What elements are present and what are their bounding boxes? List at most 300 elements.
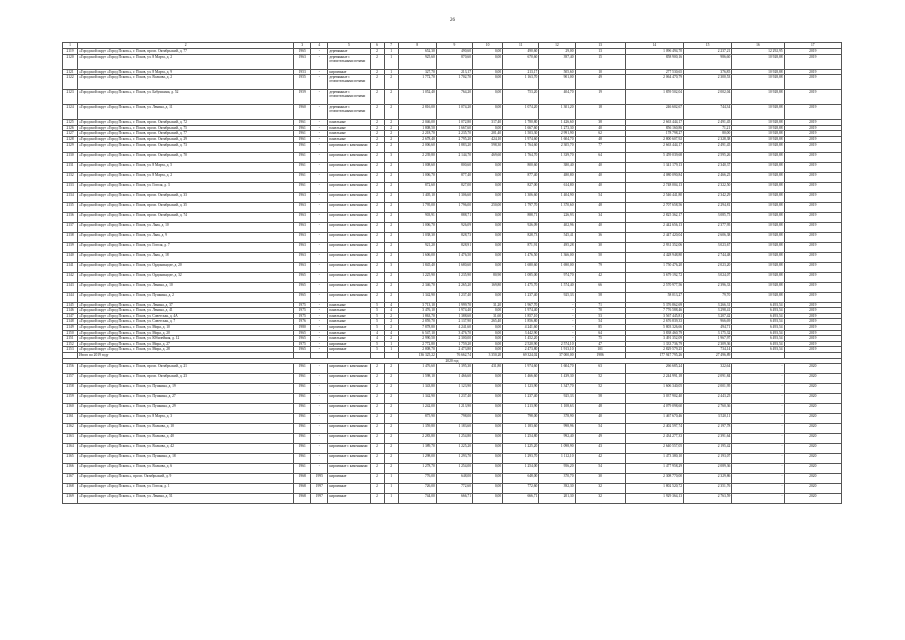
- table-cell: 956,20: [539, 464, 575, 474]
- table-cell: -: [539, 308, 575, 314]
- table-cell: 1 772,70: [398, 75, 436, 90]
- table-cell: 1 008,60: [398, 162, 436, 172]
- table-cell: 2: [370, 404, 384, 414]
- table-cell: кирпичные с каменными: [328, 242, 370, 252]
- table-cell: -: [311, 313, 328, 319]
- table-cell: 986,60: [684, 54, 732, 69]
- table-cell: 1: [384, 49, 398, 55]
- table-cell: 2 300,53: [684, 75, 732, 90]
- table-cell: 2: [384, 120, 398, 126]
- table-cell: 1 183,60: [503, 424, 539, 434]
- table-row: [63, 384, 842, 394]
- table-cell: 31,60: [473, 313, 503, 319]
- table-cell: 2019: [784, 232, 841, 242]
- table-cell: 10 928,88: [732, 182, 784, 192]
- table-cell: 2: [370, 242, 384, 252]
- table-cell: 1975: [294, 341, 311, 347]
- table-cell: 2: [370, 374, 384, 384]
- table-cell: 1961: [294, 454, 311, 464]
- table-cell: 80,00: [684, 131, 732, 137]
- table-cell: 64: [575, 152, 625, 162]
- table-cell: кирпичные с каменными: [328, 424, 370, 434]
- table-cell: панельные: [328, 131, 370, 137]
- table-row: [63, 464, 842, 474]
- table-cell: 2169: [63, 494, 78, 504]
- column-number: 13: [575, 43, 625, 49]
- table-cell: «Городской округ «Город Псков»», г. Псков, ул. 8 Марта, д. 9: [78, 69, 294, 75]
- table-cell: 5: [370, 347, 384, 353]
- table-cell: «Городской округ «Город Псков»», г. Псков, ул. Бабушкина, д. 52: [78, 90, 294, 105]
- table-cell: 431,80: [473, 364, 503, 374]
- table-cell: 2159: [63, 394, 78, 404]
- table-cell: кирпичные: [328, 341, 370, 347]
- table-cell: 3 838 460,79: [625, 330, 683, 336]
- table-cell: 4 241,60: [436, 324, 472, 330]
- table-cell: 2 328,38: [684, 136, 732, 142]
- table-cell: -: [311, 242, 328, 252]
- table-cell: -: [732, 424, 784, 434]
- table-cell: 2 991,90: [539, 131, 575, 137]
- table-cell: 974,70: [539, 272, 575, 282]
- table-row: [63, 394, 842, 404]
- table-cell: 2 520,90: [503, 341, 539, 347]
- table-cell: 6 493,54: [732, 302, 784, 308]
- table-cell: 4 241,60: [503, 324, 539, 330]
- table-cell: 1 370,60: [539, 202, 575, 212]
- table-cell: 213,17: [503, 69, 539, 75]
- table-cell: 2: [384, 292, 398, 302]
- table-cell: 2 305,70: [539, 142, 575, 152]
- table-cell: «Городской округ «Город Псков»», г. Псков, ул. Советская, д. 7: [78, 319, 294, 325]
- table-cell: 2020: [784, 444, 841, 454]
- table-cell: 2 294,81: [684, 202, 732, 212]
- table-cell: -: [311, 414, 328, 424]
- table-cell: 2 574,10: [539, 341, 575, 347]
- table-cell: 1 856,80: [503, 319, 539, 325]
- table-cell: 2020: [784, 464, 841, 474]
- table-cell: 0,00: [473, 172, 503, 182]
- table-cell: 2: [370, 212, 384, 222]
- table-cell: 2: [370, 494, 384, 504]
- table-cell: 1 237,40: [503, 394, 539, 404]
- table-cell: -: [311, 252, 328, 262]
- table-cell: 2: [370, 464, 384, 474]
- table-cell: 2137: [63, 222, 78, 232]
- table-cell: «Городской округ «Город Псков»», г. Псков, ул. Льва, д. 9: [78, 232, 294, 242]
- table-cell: 2 308 770,00: [625, 474, 683, 484]
- table-cell: 1980: [294, 324, 311, 330]
- table-cell: 2: [370, 292, 384, 302]
- table-cell: 2121: [63, 69, 78, 75]
- table-cell: -: [311, 424, 328, 434]
- table-cell: 1961: [294, 424, 311, 434]
- table-cell: 79,70: [684, 292, 732, 302]
- table-cell: деревянные с отопительными печами: [328, 105, 370, 120]
- table-cell: 4 079 098,60: [625, 404, 683, 414]
- table-cell: 2: [384, 272, 398, 282]
- table-cell: -: [311, 374, 328, 384]
- table-cell: 10 928,88: [732, 252, 784, 262]
- table-cell: 0,00: [473, 414, 503, 424]
- table-cell: кирпичные с каменными: [328, 414, 370, 424]
- table-cell: 317,40: [473, 120, 503, 126]
- table-cell: «Городской округ «Город Псков»», г. Псков, ул. Льва, д. 10: [78, 222, 294, 232]
- table-cell: 2 329,86: [684, 474, 732, 484]
- table-cell: 1 225,20: [503, 444, 539, 454]
- page-number: 26: [450, 18, 455, 23]
- table-cell: 2019: [784, 105, 841, 120]
- table-cell: 36: [575, 232, 625, 242]
- table-cell: 2141: [63, 262, 78, 272]
- table-cell: 2 434 277,33: [625, 434, 683, 444]
- table-cell: «Городской округ «Город Псков»», г. Псков, ул. Ленина, д. 41: [78, 308, 294, 314]
- table-cell: 75: [575, 336, 625, 342]
- table-cell: 2020: [784, 474, 841, 484]
- table-cell: 2: [384, 282, 398, 292]
- table-cell: 2 195,42: [684, 444, 732, 454]
- table-cell: 0,00: [473, 252, 503, 262]
- table-cell: 2148: [63, 319, 78, 325]
- table-cell: 0,00: [473, 232, 503, 242]
- table-cell: 169,80: [473, 282, 503, 292]
- table-cell: 1963: [294, 252, 311, 262]
- table-cell: 2: [370, 364, 384, 374]
- table-cell: 1 213,90: [503, 404, 539, 414]
- table-cell: 2164: [63, 444, 78, 454]
- table-cell: -: [311, 192, 328, 202]
- table-cell: панельные: [328, 313, 370, 319]
- table-cell: 2: [384, 252, 398, 262]
- table-cell: 1 999,70: [436, 302, 472, 308]
- table-cell: 3 266,31: [684, 302, 732, 308]
- table-cell: 2 663 444,17: [625, 120, 683, 126]
- table-cell: 2142: [63, 272, 78, 282]
- table-cell: «Городской округ «Город Псков»», г. Псков, ул. Ленина, д. 11: [78, 105, 294, 120]
- table-cell: 2019: [784, 49, 841, 55]
- table-cell: 772,60: [436, 484, 472, 494]
- table-cell: 798,00: [503, 414, 539, 424]
- table-cell: 42: [575, 454, 625, 464]
- table-cell: 734,14: [684, 347, 732, 353]
- table-cell: 2: [384, 222, 398, 232]
- table-row: [63, 424, 842, 434]
- table-cell: 2129: [63, 142, 78, 152]
- table-cell: 2 001,95: [684, 384, 732, 394]
- table-cell: кирпичные с каменными: [328, 182, 370, 192]
- table-cell: 1 797,70: [503, 202, 539, 212]
- table-cell: 58: [575, 394, 625, 404]
- table-cell: 2: [384, 336, 398, 342]
- table-cell: 1965: [294, 49, 311, 55]
- table-row: [63, 54, 842, 69]
- table-row: [63, 242, 842, 252]
- table-cell: 3 024,07: [684, 272, 732, 282]
- total-cell: 76 662,74: [436, 352, 472, 358]
- table-cell: -: [311, 347, 328, 353]
- table-cell: 1 038,30: [398, 232, 436, 242]
- table-cell: 213,17: [436, 69, 472, 75]
- total-cell: 69 324,02: [503, 352, 539, 358]
- table-cell: 2 795,20: [436, 136, 472, 142]
- table-cell: 70: [575, 308, 625, 314]
- table-cell: 2: [384, 232, 398, 242]
- table-cell: 2 442 656,13: [625, 222, 683, 232]
- table-cell: -: [311, 319, 328, 325]
- table-cell: 2161: [63, 414, 78, 424]
- table-cell: 1 974,60: [503, 136, 539, 142]
- table-cell: 1: [384, 494, 398, 504]
- table-cell: 2: [384, 90, 398, 105]
- table-cell: 1953: [294, 69, 311, 75]
- table-cell: 2: [384, 324, 398, 330]
- table-cell: 1 764,70: [503, 152, 539, 162]
- table-cell: 1965: [294, 330, 311, 336]
- table-cell: 10 928,88: [732, 232, 784, 242]
- table-cell: -: [311, 54, 328, 69]
- total-cell: 177 947 795,26: [625, 352, 683, 358]
- table-cell: «Городской округ «Город Псков»», г. Псков, просп. Октябрьский, д. 75: [78, 125, 294, 131]
- table-cell: 201,30: [539, 494, 575, 504]
- table-cell: 0,00: [473, 434, 503, 444]
- table-cell: 764,20: [436, 90, 472, 105]
- table-cell: 378,90: [539, 414, 575, 424]
- table-cell: 2136: [63, 212, 78, 222]
- table-cell: 50: [575, 252, 625, 262]
- table-cell: 1 183,60: [436, 424, 472, 434]
- table-cell: 1 341 179,13: [625, 162, 683, 172]
- table-cell: панельные: [328, 136, 370, 142]
- table-cell: 201,40: [473, 131, 503, 137]
- table-cell: кирпичные с каменными: [328, 384, 370, 394]
- total-cell: 37 000,00: [539, 352, 575, 358]
- table-cell: 0,00: [473, 69, 503, 75]
- table-cell: 2019: [784, 324, 841, 330]
- table-cell: 2 351,76: [684, 484, 732, 494]
- table-cell: 2: [384, 444, 398, 454]
- table-cell: 1 702,70: [436, 75, 472, 90]
- table-cell: 2 023,20: [684, 262, 732, 272]
- table-cell: -: [311, 308, 328, 314]
- table-cell: 424,10: [473, 136, 503, 142]
- table-cell: 3 023,67: [684, 242, 732, 252]
- table-cell: -: [311, 136, 328, 142]
- table-row: [63, 182, 842, 192]
- table-cell: 744,34: [684, 105, 732, 120]
- table-cell: «Городской округ «Город Псков»», г. Псков, просп. Октябрьский, д. 29: [78, 136, 294, 142]
- table-cell: 1961: [294, 142, 311, 152]
- table-cell: 1 254,00: [503, 464, 539, 474]
- table-cell: 2: [384, 384, 398, 394]
- table-cell: 2126: [63, 125, 78, 131]
- table-row: [63, 374, 842, 384]
- table-cell: 1 802 520,72: [625, 484, 683, 494]
- table-cell: 1995: [311, 474, 328, 484]
- table-cell: 2020: [784, 424, 841, 434]
- table-cell: 2: [370, 192, 384, 202]
- table-cell: 1961: [294, 414, 311, 424]
- table-row: [63, 152, 842, 162]
- column-number: 8: [398, 43, 436, 49]
- table-cell: 998,96: [539, 424, 575, 434]
- table-cell: 40: [575, 182, 625, 192]
- table-cell: 2019: [784, 202, 841, 212]
- table-cell: -: [539, 302, 575, 308]
- column-number: 12: [539, 43, 575, 49]
- table-cell: 1 405,10: [398, 192, 436, 202]
- table-row: [63, 444, 842, 454]
- table-cell: 0,00: [473, 49, 503, 55]
- table-cell: 2020: [784, 414, 841, 424]
- table-cell: -: [311, 90, 328, 105]
- table-cell: 1 306,60: [436, 192, 472, 202]
- table-cell: 0,00: [473, 474, 503, 484]
- table-cell: панельные: [328, 308, 370, 314]
- table-cell: 2128: [63, 136, 78, 142]
- table-cell: «Городской округ «Город Псков»», г. Псков, ул. Волкова, д. 42: [78, 444, 294, 454]
- table-cell: кирпичные с каменными: [328, 252, 370, 262]
- table-cell: 0,00: [473, 384, 503, 394]
- table-cell: 2019: [784, 172, 841, 182]
- total-cell: 3 350,20: [473, 352, 503, 358]
- table-cell: 2: [370, 282, 384, 292]
- table-cell: 1961: [294, 464, 311, 474]
- table-cell: 2132: [63, 172, 78, 182]
- table-cell: «Городской округ «Город Псков»», г. Псков, ул. Пушкина, д. 18: [78, 454, 294, 464]
- table-cell: 666,71: [436, 494, 472, 504]
- table-cell: 1 606 340,05: [625, 384, 683, 394]
- table-cell: 2019: [784, 341, 841, 347]
- table-cell: 6 547,10: [398, 330, 436, 336]
- table-cell: 4: [370, 336, 384, 342]
- table-cell: кирпичные с каменными: [328, 364, 370, 374]
- table-cell: 827,00: [503, 182, 539, 192]
- table-cell: 6 493,54: [732, 330, 784, 336]
- table-cell: -: [539, 336, 575, 342]
- table-cell: -: [311, 434, 328, 444]
- table-cell: 85: [575, 324, 625, 330]
- table-cell: кирпичные: [328, 484, 370, 494]
- table-cell: 2020: [784, 364, 841, 374]
- table-cell: 2 640 557,05: [625, 444, 683, 454]
- table-cell: 490,60: [436, 49, 472, 55]
- table-cell: 5: [370, 319, 384, 325]
- table-cell: 2 046,00: [398, 120, 436, 126]
- table-cell: 1 237,40: [436, 292, 472, 302]
- table-cell: 2019: [784, 242, 841, 252]
- table-cell: 3: [384, 152, 398, 162]
- table-cell: 1 254,80: [503, 434, 539, 444]
- table-cell: 2020: [784, 384, 841, 394]
- table-cell: 1961: [294, 404, 311, 414]
- table-row: [63, 474, 842, 484]
- table-cell: 2: [384, 454, 398, 464]
- table-row: [63, 232, 842, 242]
- table-cell: 392,30: [539, 484, 575, 494]
- table-row: [63, 282, 842, 292]
- table-cell: 1968: [294, 484, 311, 494]
- table-cell: 2139: [63, 242, 78, 252]
- table-cell: -: [311, 222, 328, 232]
- table-cell: 2: [384, 374, 398, 384]
- table-cell: 1 342,90: [398, 394, 436, 404]
- table-cell: 2131: [63, 162, 78, 172]
- table-cell: 872,60: [398, 182, 436, 192]
- table-cell: 877,40: [503, 172, 539, 182]
- table-cell: 1 857,10: [503, 313, 539, 319]
- table-cell: 0,00: [473, 336, 503, 342]
- table-cell: 5 459 039,68: [625, 152, 683, 162]
- table-cell: 2: [384, 75, 398, 90]
- year-section-label: 2020 год: [63, 358, 842, 364]
- table-cell: 2166: [63, 464, 78, 474]
- table-cell: кирпичные с каменными: [328, 464, 370, 474]
- table-cell: -: [311, 384, 328, 394]
- table-cell: 726,00: [398, 484, 436, 494]
- table-cell: 2 707 658,56: [625, 202, 683, 212]
- table-cell: 2019: [784, 282, 841, 292]
- table-cell: -: [311, 324, 328, 330]
- column-number: 5: [328, 43, 370, 49]
- table-cell: «Городской округ «Город Псков»», г. Псков, ул. Мира, д. 20: [78, 330, 294, 336]
- table-cell: «Городской округ «Город Псков»», г. Псков, ул. Волкова, д. 40: [78, 434, 294, 444]
- table-cell: 2019: [784, 142, 841, 152]
- table-cell: 2 342,29: [684, 192, 732, 202]
- table-cell: 380,40: [539, 162, 575, 172]
- table-cell: 598,30: [473, 142, 503, 152]
- table-cell: 10 928,88: [732, 69, 784, 75]
- table-cell: 2135: [63, 202, 78, 212]
- table-cell: 1 108,63: [539, 404, 575, 414]
- table-cell: 2019: [784, 272, 841, 282]
- table-cell: 1961: [294, 131, 311, 137]
- table-cell: 1 074,20: [503, 105, 539, 120]
- table-cell: «Городской округ «Город Псков»», г. Псков, ул. Ордоникидзе, д. 32: [78, 272, 294, 282]
- table-cell: 490,60: [503, 49, 539, 55]
- table-cell: 1 426,60: [539, 120, 575, 126]
- table-cell: 2019: [784, 152, 841, 162]
- table-cell: 1 306,60: [503, 192, 539, 202]
- table-cell: 6 493,54: [732, 336, 784, 342]
- table-cell: 1965: [294, 292, 311, 302]
- table-cell: -: [311, 125, 328, 131]
- table-cell: -: [311, 272, 328, 282]
- table-cell: 2: [370, 136, 384, 142]
- table-row: [63, 212, 842, 222]
- table-cell: 2 300,00: [436, 336, 472, 342]
- table-cell: «Городской округ «Город Псков»», г. Псков, ул. Ордоникидзе, д. 20: [78, 262, 294, 272]
- table-cell: -: [311, 464, 328, 474]
- column-number: 9: [436, 43, 472, 49]
- table-cell: 2157: [63, 374, 78, 384]
- table-cell: 2 402 597,74: [625, 424, 683, 434]
- table-cell: «Городской округ «Город Псков»», г. Псков, просп. Октябрьский, д. 70: [78, 152, 294, 162]
- table-cell: 2 237,21: [684, 49, 732, 55]
- table-cell: панельные: [328, 125, 370, 131]
- table-cell: 2: [370, 262, 384, 272]
- table-cell: 4 428 948,80: [625, 252, 683, 262]
- table-cell: 2020: [784, 404, 841, 414]
- table-cell: 1961: [294, 384, 311, 394]
- table-cell: панельные: [328, 330, 370, 336]
- table-cell: 0,00: [473, 494, 503, 504]
- table-cell: 1 503,30: [503, 131, 539, 137]
- table-cell: 1 604,70: [539, 364, 575, 374]
- table-cell: 2147: [63, 313, 78, 319]
- table-cell: 2: [370, 182, 384, 192]
- table-cell: «Городской округ «Город Псков»», г. Псков, ул. 8 Марта, д. 2: [78, 172, 294, 182]
- table-cell: 2: [384, 414, 398, 424]
- table-cell: 34: [575, 212, 625, 222]
